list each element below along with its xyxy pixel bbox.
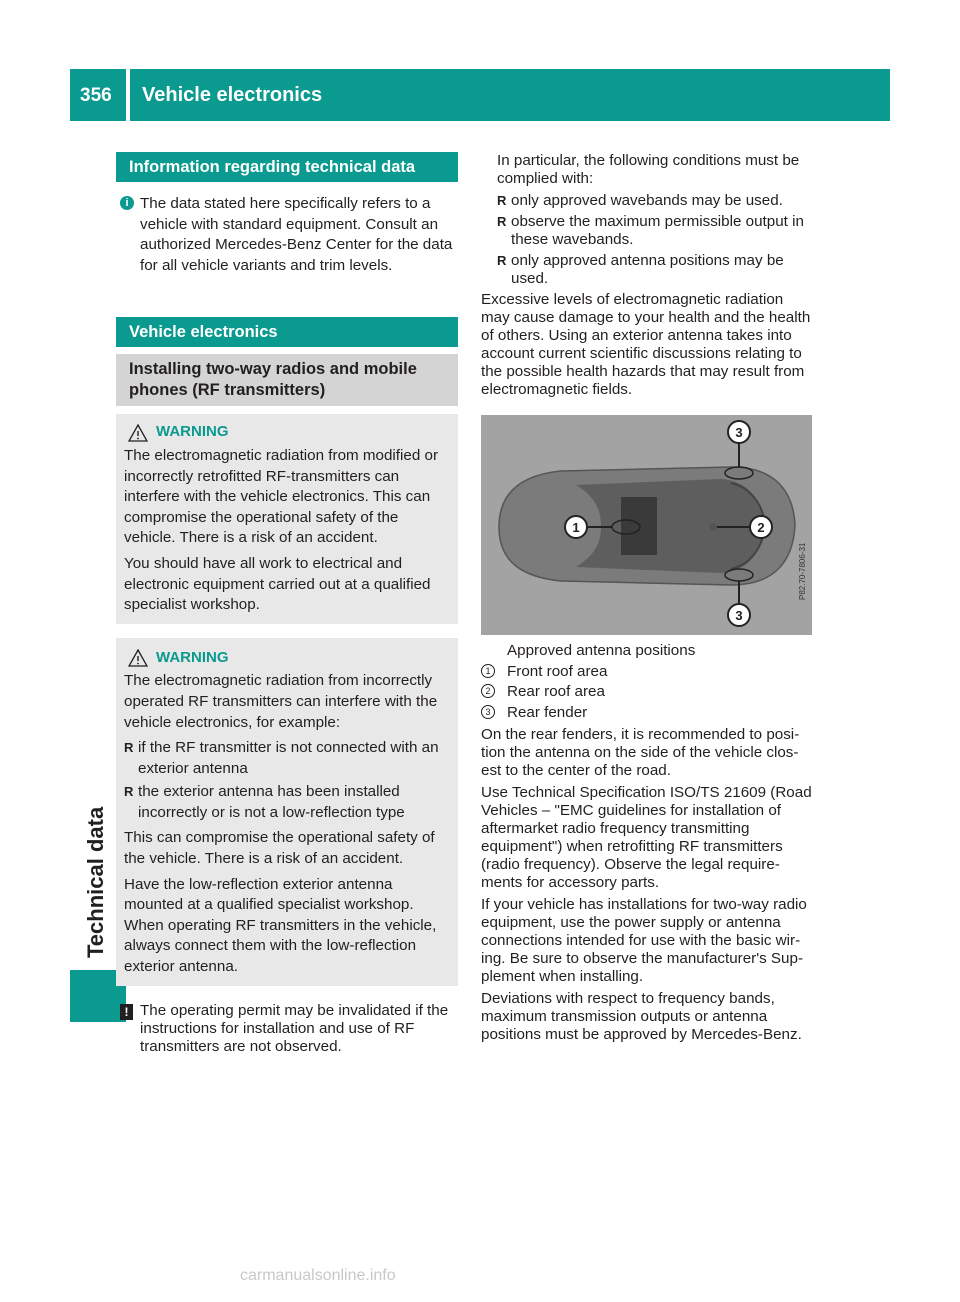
conditions-intro: In particular, the following conditions must be complied with: [497, 152, 800, 187]
page-number-block [70, 69, 126, 121]
list-item: R only approved wavebands may be used. [497, 192, 812, 210]
info-text: The data stated here specifically refers to a vehicle with standard equipment. Consult an authorized Mercedes-Benz Center for the data for all vehicle variants and trim levels. [140, 195, 453, 274]
info-note [116, 194, 458, 276]
fender-paragraph: On the rear fenders, it is recommended to position the antenna on the side of the vehicle closest to the center of the road. [481, 726, 800, 780]
info-heading: Information regarding technical data [116, 152, 458, 182]
page-number: 356 [80, 85, 112, 106]
warning-2-consequence: This can compromise the operational safety of the vehicle. There is a risk of an accident. [124, 829, 435, 868]
car-top-view-illustration [481, 415, 812, 635]
warning-1-text: The electromagnetic radiation from modified or incorrectly retrofitted RF-transmitters can interfere with the vehicle electronics. This can compromise the operational safety of the vehicle. There is a risk of an accident. [124, 446, 439, 547]
antenna-positions-image [481, 415, 812, 635]
warning-triangle-icon [128, 649, 148, 667]
health-paragraph: Excessive levels of electromagnetic radiation may cause damage to your health and the health of others. Using an exterior antenna takes into account current scientific discussions relating to the possible health hazards that may result from electromagnetic fields. [481, 291, 811, 398]
list-item: R observe the maximum permissible output in these wavebands. [497, 213, 812, 249]
list-item: R only approved antenna positions may be used. [497, 252, 812, 288]
header-bar [130, 69, 890, 121]
installation-paragraph: If your vehicle has installations for two-way radio equipment, use the power supply or antenna connections intended for use with the basic wiring. Be sure to observe the manufacturer's Supplement when installing. [481, 896, 807, 986]
header-title: Vehicle electronics [142, 84, 323, 106]
watermark: carmanualsonline.info [240, 1267, 396, 1284]
right-column [481, 152, 812, 1044]
legend-item-2: 2 Rear roof area [481, 682, 812, 703]
image-caption: Approved antenna positions [507, 642, 696, 659]
warning-2-advice: Have the low-reflection exterior antenna mounted at a qualified specialist workshop. When operating RF transmitters in the vehicle, always connect them with the low-reflection exterior antenna. [124, 875, 437, 976]
warning-2-intro: The electromagnetic radiation from incorrectly operated RF transmitters can interfere with the vehicle electronics, for example: [124, 672, 438, 731]
warning-title-2: WARNING [124, 648, 450, 669]
exclamation-icon: ! [120, 1004, 133, 1020]
legend-item-1: 1 Front roof area [481, 662, 812, 683]
section-heading: Vehicle electronics [116, 317, 458, 347]
list-item: R if the RF transmitter is not connected with an exterior antenna [124, 738, 450, 779]
image-code: P82.70-7806-31 [798, 542, 807, 600]
warning-box-2 [116, 638, 458, 986]
iso-paragraph: Use Technical Specification ISO/TS 21609 (Road Vehicles – "EMC guidelines for installation of aftermarket radio frequency transmitting equipment") when retrofitting RF transmitters (radio frequency). Observe the legal requirements for accessory parts. [481, 784, 812, 892]
note-text: The operating permit may be invalidated if the instructions for installation and use of RF transmitters are not observed. [140, 1001, 449, 1055]
note [116, 1002, 458, 1056]
warning-title-1: WARNING [124, 422, 450, 443]
side-tab-label: Technical data [83, 806, 108, 958]
callout-2-label: 2 [757, 520, 765, 535]
list-item: R the exterior antenna has been installed incorrectly or is not a low-reflection type [124, 782, 450, 823]
sub-heading: Installing two-way radios and mobile phones (RF transmitters) [116, 354, 458, 406]
left-column [116, 152, 458, 1056]
callout-3-bottom-label: 3 [735, 608, 743, 623]
warning-triangle-icon [128, 424, 148, 442]
warning-box-1 [116, 414, 458, 623]
info-icon: i [120, 196, 134, 210]
deviations-paragraph: Deviations with respect to frequency bands, maximum transmission outputs or antenna positions must be approved by Mercedes-Benz. [481, 990, 802, 1044]
callout-3-top-label: 3 [735, 425, 743, 440]
conditions-list [481, 192, 812, 288]
callout-1-label: 1 [572, 520, 580, 535]
legend-item-3: 3 Rear fender [481, 703, 812, 724]
warning-1-advice: You should have all work to electrical and electronic equipment carried out at a qualified specialist workshop. [124, 554, 431, 614]
